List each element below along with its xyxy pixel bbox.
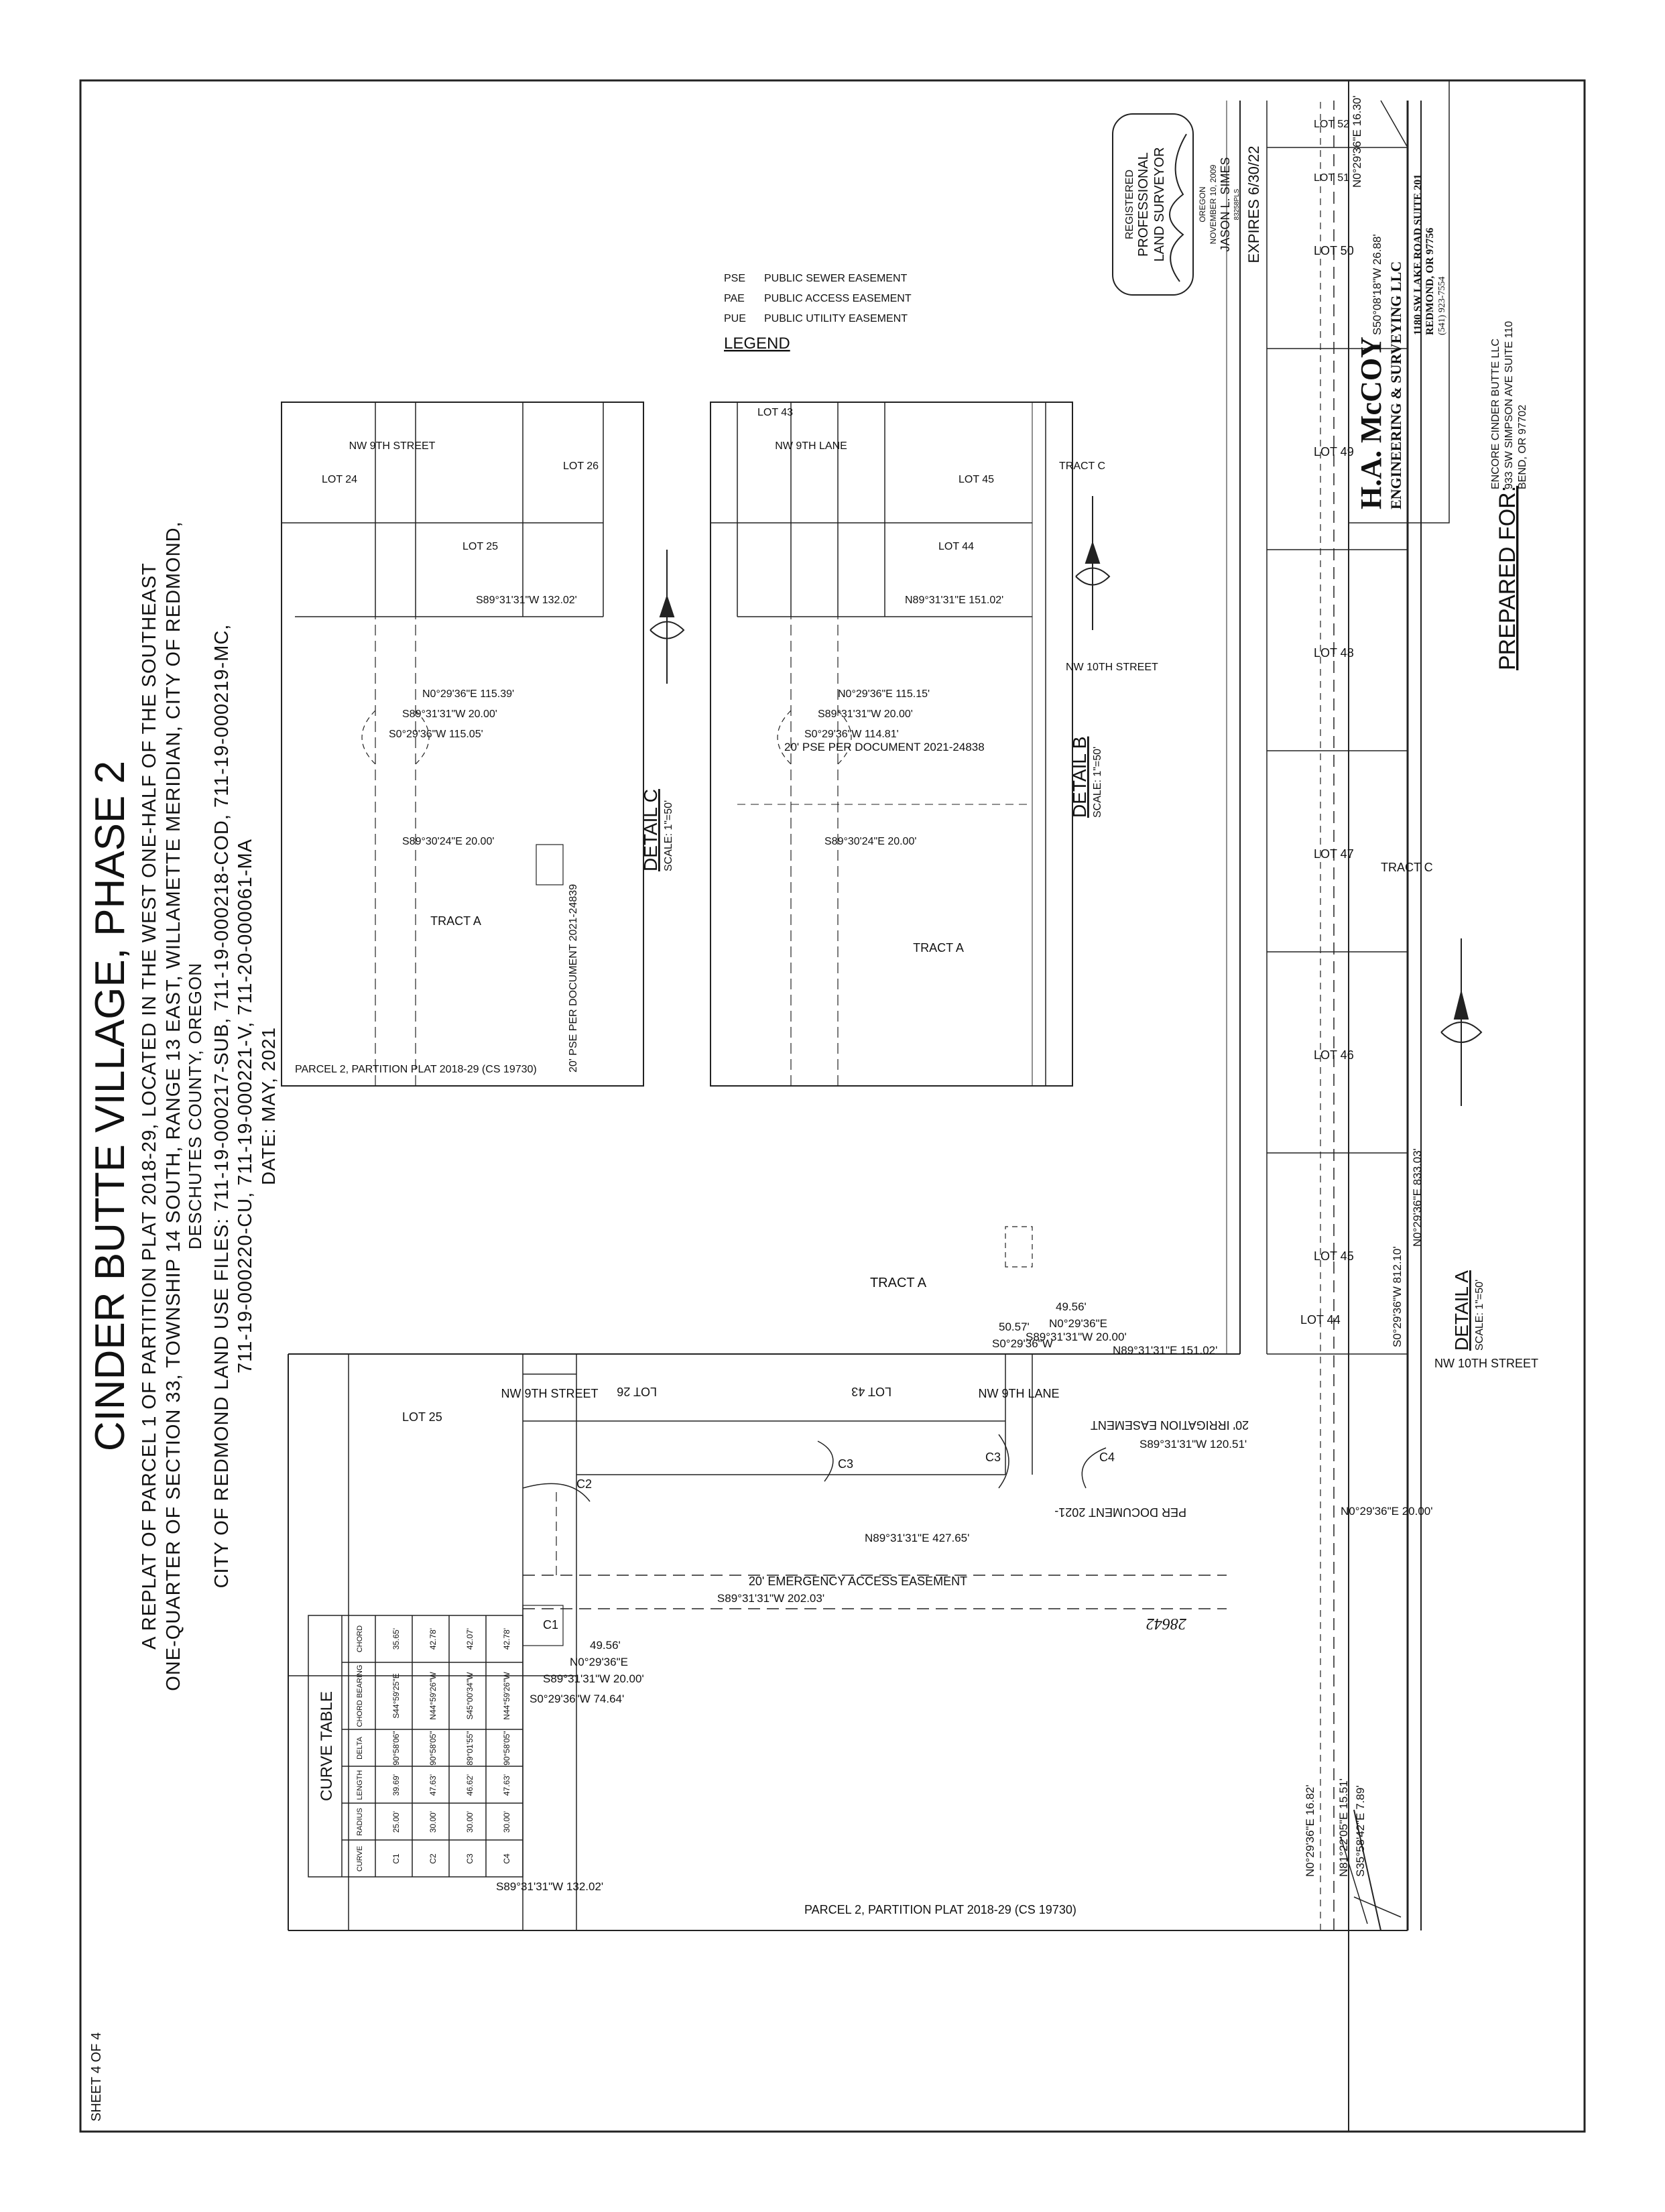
dim-s89-120: S89°31'31"W 120.51' (1139, 1438, 1247, 1451)
curve-table-text (318, 1691, 336, 1801)
detail-c-title: DETAIL C (640, 789, 661, 871)
detail-c-lot26: LOT 26 (563, 460, 599, 472)
curve-table-cell: 30.00' (502, 1810, 511, 1833)
signature-icon (1170, 134, 1186, 282)
detail-c-dim-s89-132: S89°31'31"W 132.02' (476, 595, 577, 606)
firm-address1: 1180 SW LAKE ROAD SUITE 201 (1412, 174, 1424, 335)
detail-b-text (757, 407, 1158, 955)
detail-a-title: DETAIL A (1451, 1270, 1472, 1351)
title-line-1: A REPLAT OF PARCEL 1 OF PARTITION PLAT 2018-29, LOCATED IN THE WEST ONE-HALF OF THE SOUTHEAST (139, 562, 160, 1650)
detail-a-lot25: LOT 25 (402, 1410, 442, 1424)
detail-c-lot24: LOT 24 (322, 474, 358, 485)
curve-table-cell: 90°58'05" (428, 1731, 438, 1766)
detail-b-nw10th: NW 10TH STREET (1066, 662, 1158, 673)
curve-table-cell: N44°59'26"W (502, 1672, 511, 1720)
detail-b-title: DETAIL B (1069, 736, 1090, 818)
stamp-date: NOVEMBER 10, 2009 (1209, 164, 1218, 245)
stamp-name: JASON L. SIMES (1219, 157, 1232, 252)
detail-c-text (295, 440, 674, 1075)
detail-b-lot44: LOT 44 (938, 541, 975, 552)
sheet-number: SHEET 4 OF 4 (89, 2032, 104, 2122)
lot48-label: LOT 48 (1314, 646, 1354, 660)
lot47-label: LOT 47 (1314, 847, 1354, 861)
curve-c3b: C3 (985, 1451, 1001, 1464)
north-arrow-c-icon (650, 550, 684, 684)
dim-s0-5057: S0°29'36"W (992, 1337, 1053, 1350)
detail-c-lot25: LOT 25 (462, 541, 499, 552)
legend-code-pae: PAE (724, 293, 745, 304)
curve-table-cell: C1 (391, 1853, 401, 1864)
detail-a-nw9th-street: NW 9TH STREET (501, 1387, 599, 1400)
curve-table-header: CHORD (356, 1625, 364, 1653)
curve-table-cell: 90°58'05" (502, 1731, 511, 1766)
dim-n81: N81°22'05"E 15.51' (1337, 1778, 1350, 1877)
detail-b-dim-n89: N89°31'31"E 151.02' (905, 595, 1004, 606)
curve-table-cell: 46.62' (465, 1774, 475, 1796)
dim-n89-151: N89°31'31"E 151.02' (1113, 1344, 1218, 1357)
lot49-label: LOT 49 (1314, 445, 1354, 458)
firm-name: H.A. McCOY (1355, 336, 1388, 509)
title-line-4: CITY OF REDMOND LAND USE FILES: 711-19-000217-SUB, 711-19-000218-COD, 711-19-000219-MC, (211, 623, 233, 1589)
lot52-label: LOT 52 (1314, 119, 1350, 130)
dim-n89-427: N89°31'31"E 427.65' (865, 1532, 970, 1544)
title-line-5: 711-19-000220-CU, 711-19-000221-V, 711-20-000061-MA (235, 839, 256, 1373)
dim-s89-20b: S89°31'31"W 20.00' (1026, 1331, 1127, 1343)
curve-c2: C2 (576, 1477, 593, 1491)
plat-title: CINDER BUTTE VILLAGE, PHASE 2 (87, 760, 133, 1452)
detail-b-tract-a: TRACT A (913, 941, 964, 955)
curve-table-title: CURVE TABLE (318, 1691, 336, 1802)
curve-table-cell: 35.65' (391, 1627, 401, 1650)
detail-b-dim-s0: S0°29'36"W 114.81' (804, 729, 899, 740)
dim-s89-132: S89°31'31"W 132.02' (496, 1880, 604, 1893)
dim-s35: S35°58'42"E 7.89' (1354, 1785, 1367, 1877)
prepared-address2: BEND, OR 97702 (1517, 404, 1528, 489)
prepared-client: ENCORE CINDER BUTTE LLC (1490, 339, 1501, 489)
curve-table-header: LENGTH (356, 1770, 364, 1800)
legend-code-pue: PUE (724, 313, 746, 324)
stamp-line1: REGISTERED (1124, 169, 1135, 240)
detail-b-nw9th: NW 9TH LANE (775, 440, 847, 452)
dim-n0-4956a: N0°29'36"E (570, 1656, 628, 1668)
detail-a-parcel2: PARCEL 2, PARTITION PLAT 2018-29 (CS 19730) (804, 1903, 1076, 1916)
detail-a-irrigation1: 20' IRRIGATION EASEMENT (1090, 1418, 1249, 1432)
legend-desc-pae: PUBLIC ACCESS EASEMENT (764, 293, 912, 304)
dim-s0-812: S0°29'36"W 812.10' (1391, 1246, 1404, 1347)
curve-table-header: DELTA (356, 1737, 364, 1760)
firm-address2: REDMOND, OR 97756 (1424, 227, 1436, 335)
dim-n0-4956a-v: 49.56' (590, 1639, 621, 1652)
stamp-line2: PROFESSIONAL (1136, 152, 1151, 257)
detail-a-lot43: LOT 43 (851, 1385, 891, 1398)
curve-table-cell: 47.63' (428, 1774, 438, 1796)
stamp-state: OREGON (1198, 186, 1207, 223)
detail-c-pse: 20' PSE PER DOCUMENT 2021-24839 (568, 883, 579, 1072)
firm-phone: (541) 923-7554 (1437, 276, 1447, 335)
title-line-2: ONE-QUARTER OF SECTION 33, TOWNSHIP 14 SOUTH, RANGE 13 EAST, WILLAMETTE MERIDIAN, CITY OF REDMOND, (163, 521, 184, 1691)
detail-c-tract-a: TRACT A (430, 914, 481, 928)
dim-s0-5057-v: 50.57' (999, 1320, 1030, 1333)
legend-desc-pse: PUBLIC SEWER EASEMENT (764, 273, 908, 284)
curve-c1: C1 (543, 1618, 559, 1632)
curve-table-cell: N44°59'26"W (428, 1672, 438, 1720)
detail-b-tract-c: TRACT C (1059, 460, 1106, 472)
lot46-label: LOT 46 (1314, 1048, 1354, 1062)
detail-b-lot45: LOT 45 (959, 474, 995, 485)
curve-table-header: RADIUS (356, 1808, 364, 1836)
curve-table-cell: 39.69' (391, 1774, 401, 1796)
detail-a-nw10th: NW 10TH STREET (1434, 1357, 1539, 1370)
curve-table-cell: S45°00'34"W (465, 1672, 475, 1720)
prepared-address1: 933 SW SIMPSON AVE SUITE 110 (1503, 320, 1515, 489)
dim-n0-4956b: N0°29'36"E (1049, 1317, 1107, 1330)
lot45-label: LOT 45 (1314, 1249, 1354, 1263)
stamp-expires: EXPIRES 6/30/22 (1245, 145, 1262, 263)
detail-c-dim-n0: N0°29'36"E 115.39' (422, 688, 515, 700)
firm-sub: ENGINEERING & SURVEYING LLC (1388, 261, 1404, 509)
detail-c-dim-s0: S0°29'36"W 115.05' (389, 729, 483, 740)
legend-heading: LEGEND (724, 334, 790, 353)
detail-b-scale: SCALE: 1"=50' (1092, 746, 1103, 818)
detail-a-lot26: LOT 26 (617, 1385, 657, 1398)
curve-table-cell: C4 (502, 1853, 511, 1864)
dim-s0-7464: S0°29'36"W 74.64' (530, 1693, 625, 1705)
prepared-label: PREPARED FOR: (1495, 485, 1520, 670)
curve-table-cell: 47.63' (502, 1774, 511, 1796)
legend (724, 273, 912, 353)
dim-n0-20: N0°29'36"E 20.00' (1341, 1505, 1433, 1518)
curve-table (308, 1615, 523, 1877)
detail-a-irrigation-handwritten: 28642 (1146, 1615, 1186, 1632)
dim-s50: S50°08'18"W 26.88' (1371, 234, 1383, 335)
detail-b-dim-n0: N0°29'36"E 115.15' (838, 688, 930, 700)
detail-c-nw9th: NW 9TH STREET (349, 440, 436, 452)
curve-table-header: CURVE (356, 1845, 364, 1872)
curve-c3a: C3 (838, 1457, 854, 1471)
detail-c-parcel2: PARCEL 2, PARTITION PLAT 2018-29 (CS 19730) (295, 1064, 537, 1075)
curve-table-cell: 42.78' (502, 1627, 511, 1650)
curve-table-cell: 42.07' (465, 1627, 475, 1650)
title-line-3: DESCHUTES COUNTY, OREGON (185, 962, 205, 1250)
detail-a-irrigation2: PER DOCUMENT 2021- (1054, 1506, 1186, 1519)
detail-c-scale: SCALE: 1"=50' (663, 800, 674, 871)
title-date: DATE: MAY, 2021 (258, 1027, 279, 1185)
detail-c (282, 402, 643, 1086)
title-block (87, 521, 279, 1691)
north-arrow-icon (1441, 938, 1481, 1106)
curve-c4: C4 (1099, 1451, 1115, 1464)
detail-a-nw9th-lane: NW 9TH LANE (978, 1387, 1060, 1400)
curve-table-cell: 30.00' (465, 1810, 475, 1833)
curve-table-cell: 30.00' (428, 1810, 438, 1833)
stamp-line3: LAND SURVEYOR (1152, 147, 1167, 262)
lot50-label: LOT 50 (1314, 244, 1354, 257)
detail-b-pse: 20' PSE PER DOCUMENT 2021-24838 (784, 741, 985, 753)
detail-a-tract-a: TRACT A (869, 1276, 927, 1290)
dim-s89-202: S89°31'31"W 202.03' (717, 1592, 825, 1605)
lot51-label: LOT 51 (1314, 172, 1350, 184)
curve-table-cell: S44°59'25"E (391, 1673, 401, 1719)
dim-n0-1630: N0°29'36"E 16.30' (1351, 95, 1363, 188)
dim-s89-20a: S89°31'31"W 20.00' (543, 1672, 644, 1685)
curve-table-cell: C2 (428, 1853, 438, 1864)
north-arrow-b-icon (1076, 496, 1109, 630)
detail-b-lot43: LOT 43 (757, 407, 794, 418)
detail-a-tract-c: TRACT C (1381, 861, 1433, 874)
curve-table-cell: 25.00' (391, 1810, 401, 1833)
detail-a-scale: SCALE: 1"=50' (1474, 1279, 1485, 1351)
curve-table-cell: 89°01'55" (465, 1731, 475, 1766)
detail-a-lot44: LOT 44 (1300, 1313, 1341, 1327)
curve-table-cell: 90°58'06" (391, 1731, 401, 1766)
legend-code-pse: PSE (724, 273, 746, 284)
curve-table-header: CHORD BEARING (356, 1664, 364, 1727)
stamp-number: 83258PLS (1233, 188, 1241, 221)
legend-desc-pue: PUBLIC UTILITY EASEMENT (764, 313, 908, 324)
detail-b-dim-s89-2000: S89°31'31"W 20.00' (818, 709, 913, 720)
detail-a (288, 101, 1421, 1930)
firm-block (1349, 80, 1528, 670)
dim-n0-4956b-v: 49.56' (1056, 1300, 1087, 1313)
curve-table-cell: C3 (465, 1853, 475, 1864)
dim-n0-833: N0°29'36"E 833.03' (1411, 1148, 1424, 1247)
detail-c-dim-s89-2000: S89°31'31"W 20.00' (402, 709, 497, 720)
curve-table-cell: 42.78' (428, 1627, 438, 1650)
dim-n0-1682: N0°29'36"E 16.82' (1304, 1784, 1316, 1877)
detail-b-dim-s89-3024: S89°30'24"E 20.00' (824, 836, 917, 847)
detail-c-dim-s89-3024: S89°30'24"E 20.00' (402, 836, 495, 847)
detail-a-emergency: 20' EMERGENCY ACCESS EASEMENT (748, 1575, 968, 1588)
